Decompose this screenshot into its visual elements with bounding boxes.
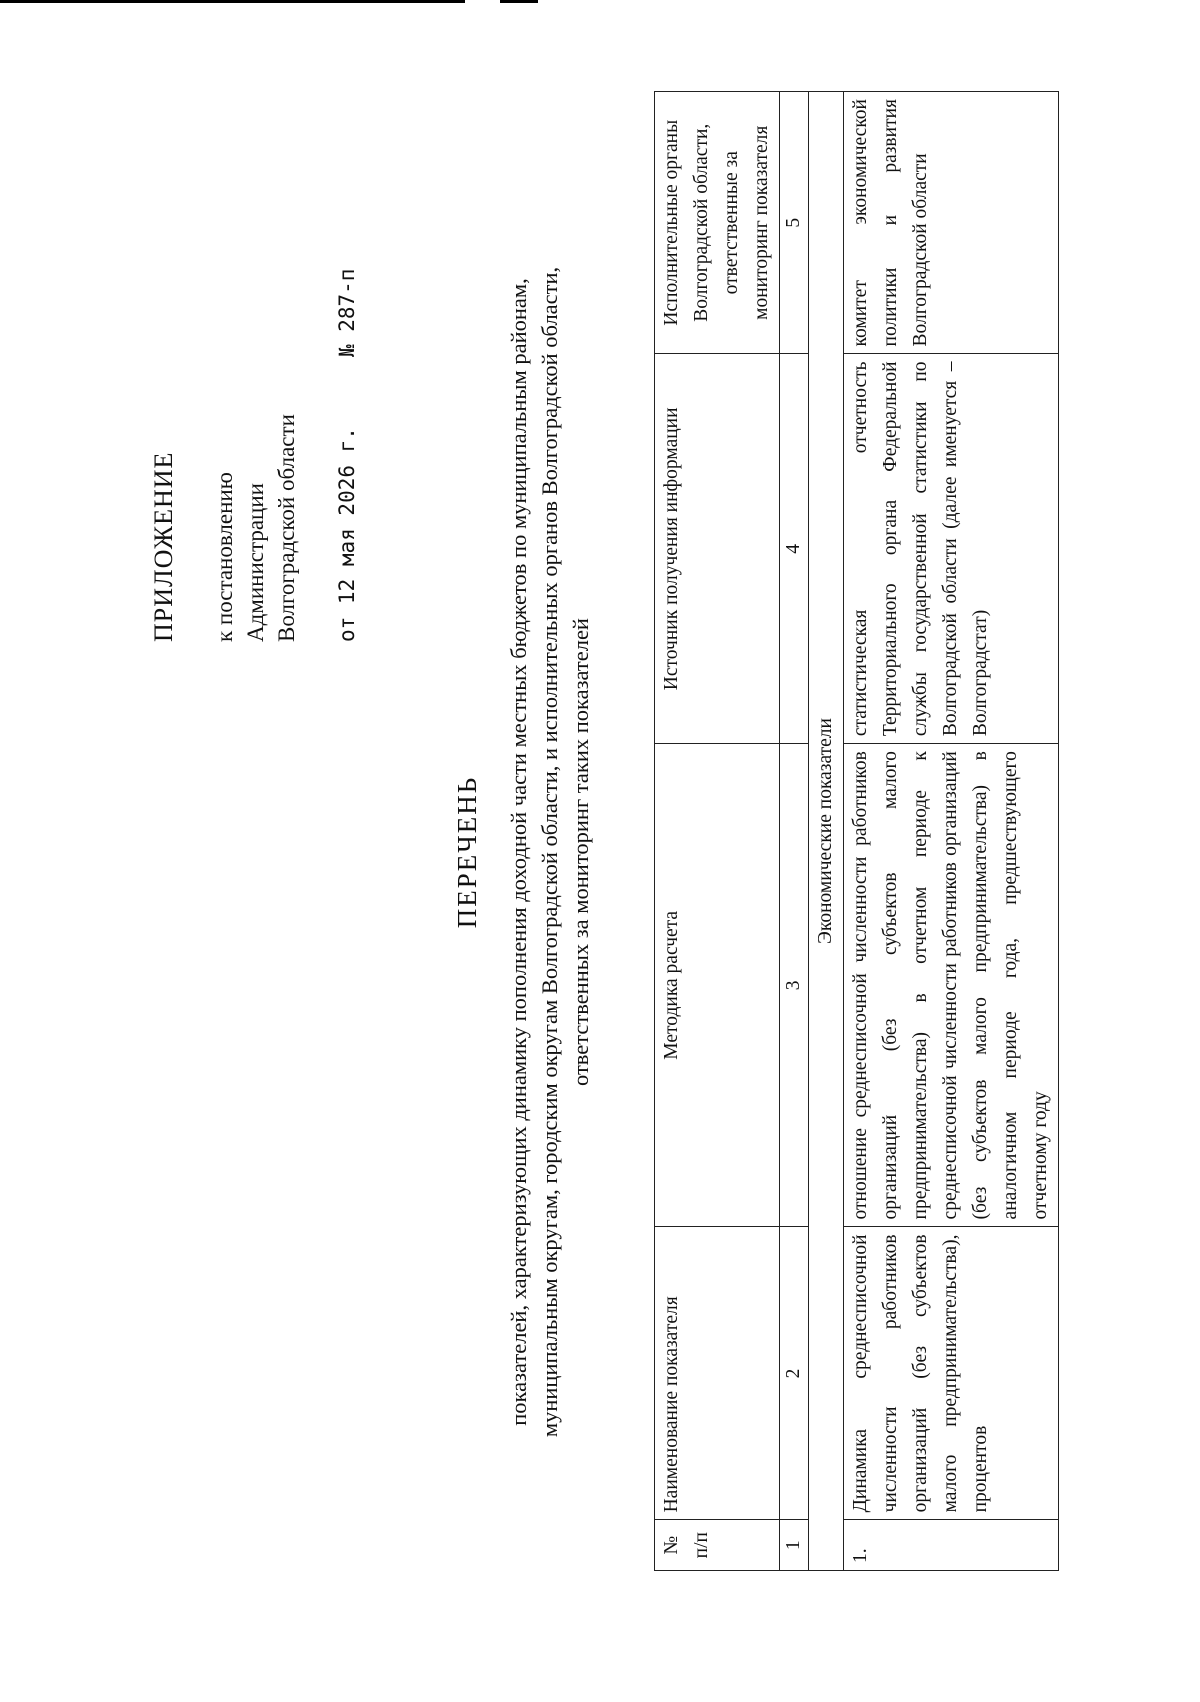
- calculation-method: отношение среднесписочной численности работников организаций (без субъектов малого предпринимательства) в отчетном периоде к среднесписочной численности работников организаций (без субъектов малого предпринимательства) в аналогичном периоде года, предшествующего отчетному году: [844, 744, 1059, 1227]
- section-row: [809, 92, 844, 1571]
- subtitle-line-3: ответственных за мониторинг таких показателей: [568, 618, 593, 1086]
- appendix-header: [148, 212, 363, 642]
- table-header-row: [655, 92, 780, 1571]
- column-number-row: [780, 92, 809, 1571]
- indicators-table: [654, 91, 1059, 1571]
- header-line-3: Волгоградской области: [274, 414, 299, 642]
- document-title-block: [452, 102, 596, 1602]
- table-row: [844, 92, 1059, 1571]
- header-line-1: к постановлению: [212, 472, 237, 642]
- column-number: 1: [780, 1520, 809, 1571]
- column-number: 5: [780, 92, 809, 354]
- subtitle-line-2: муниципальным округам, городским округам Волгоградской области, и исполнительных органов Волгоградской области,: [537, 266, 562, 1438]
- header-responsible: Исполнительные органы Волгоградской области, ответственные за мониторинг показателя: [655, 92, 780, 354]
- subtitle-line-1: показателей, характеризующих динамику пополнения доходной части местных бюджетов по муниципальным районам,: [506, 278, 531, 1426]
- header-name: Наименование показателя: [655, 1227, 780, 1520]
- decree-number: № 287-п: [335, 268, 359, 358]
- header-source: Источник получения информации: [655, 354, 780, 744]
- information-source: статистическая отчетность Территориального органа Федеральной службы государственной статистики по Волгоградской области (далее именуется – Волгоградстат): [844, 354, 1059, 744]
- header-method: Методика расчета: [655, 744, 780, 1227]
- responsible-body: комитет экономической политики и развития Волгоградской области: [844, 92, 1059, 354]
- decree-date-row: [332, 212, 363, 642]
- indicator-name: Динамика среднесписочной численности работников организаций (без субъектов малого предпринимательства), процентов: [844, 1227, 1059, 1520]
- header-no: № п/п: [655, 1520, 780, 1571]
- column-number: 2: [780, 1227, 809, 1520]
- appendix-title: ПРИЛОЖЕНИЕ: [149, 451, 178, 642]
- row-number: 1.: [844, 1520, 1059, 1571]
- decree-date: от 12 мая 2026 г.: [335, 427, 359, 642]
- column-number: 4: [780, 354, 809, 744]
- column-number: 3: [780, 744, 809, 1227]
- section-title: Экономические показатели: [809, 92, 844, 1571]
- document-title: ПЕРЕЧЕНЬ: [452, 775, 482, 929]
- header-line-2: Администрации: [243, 483, 268, 642]
